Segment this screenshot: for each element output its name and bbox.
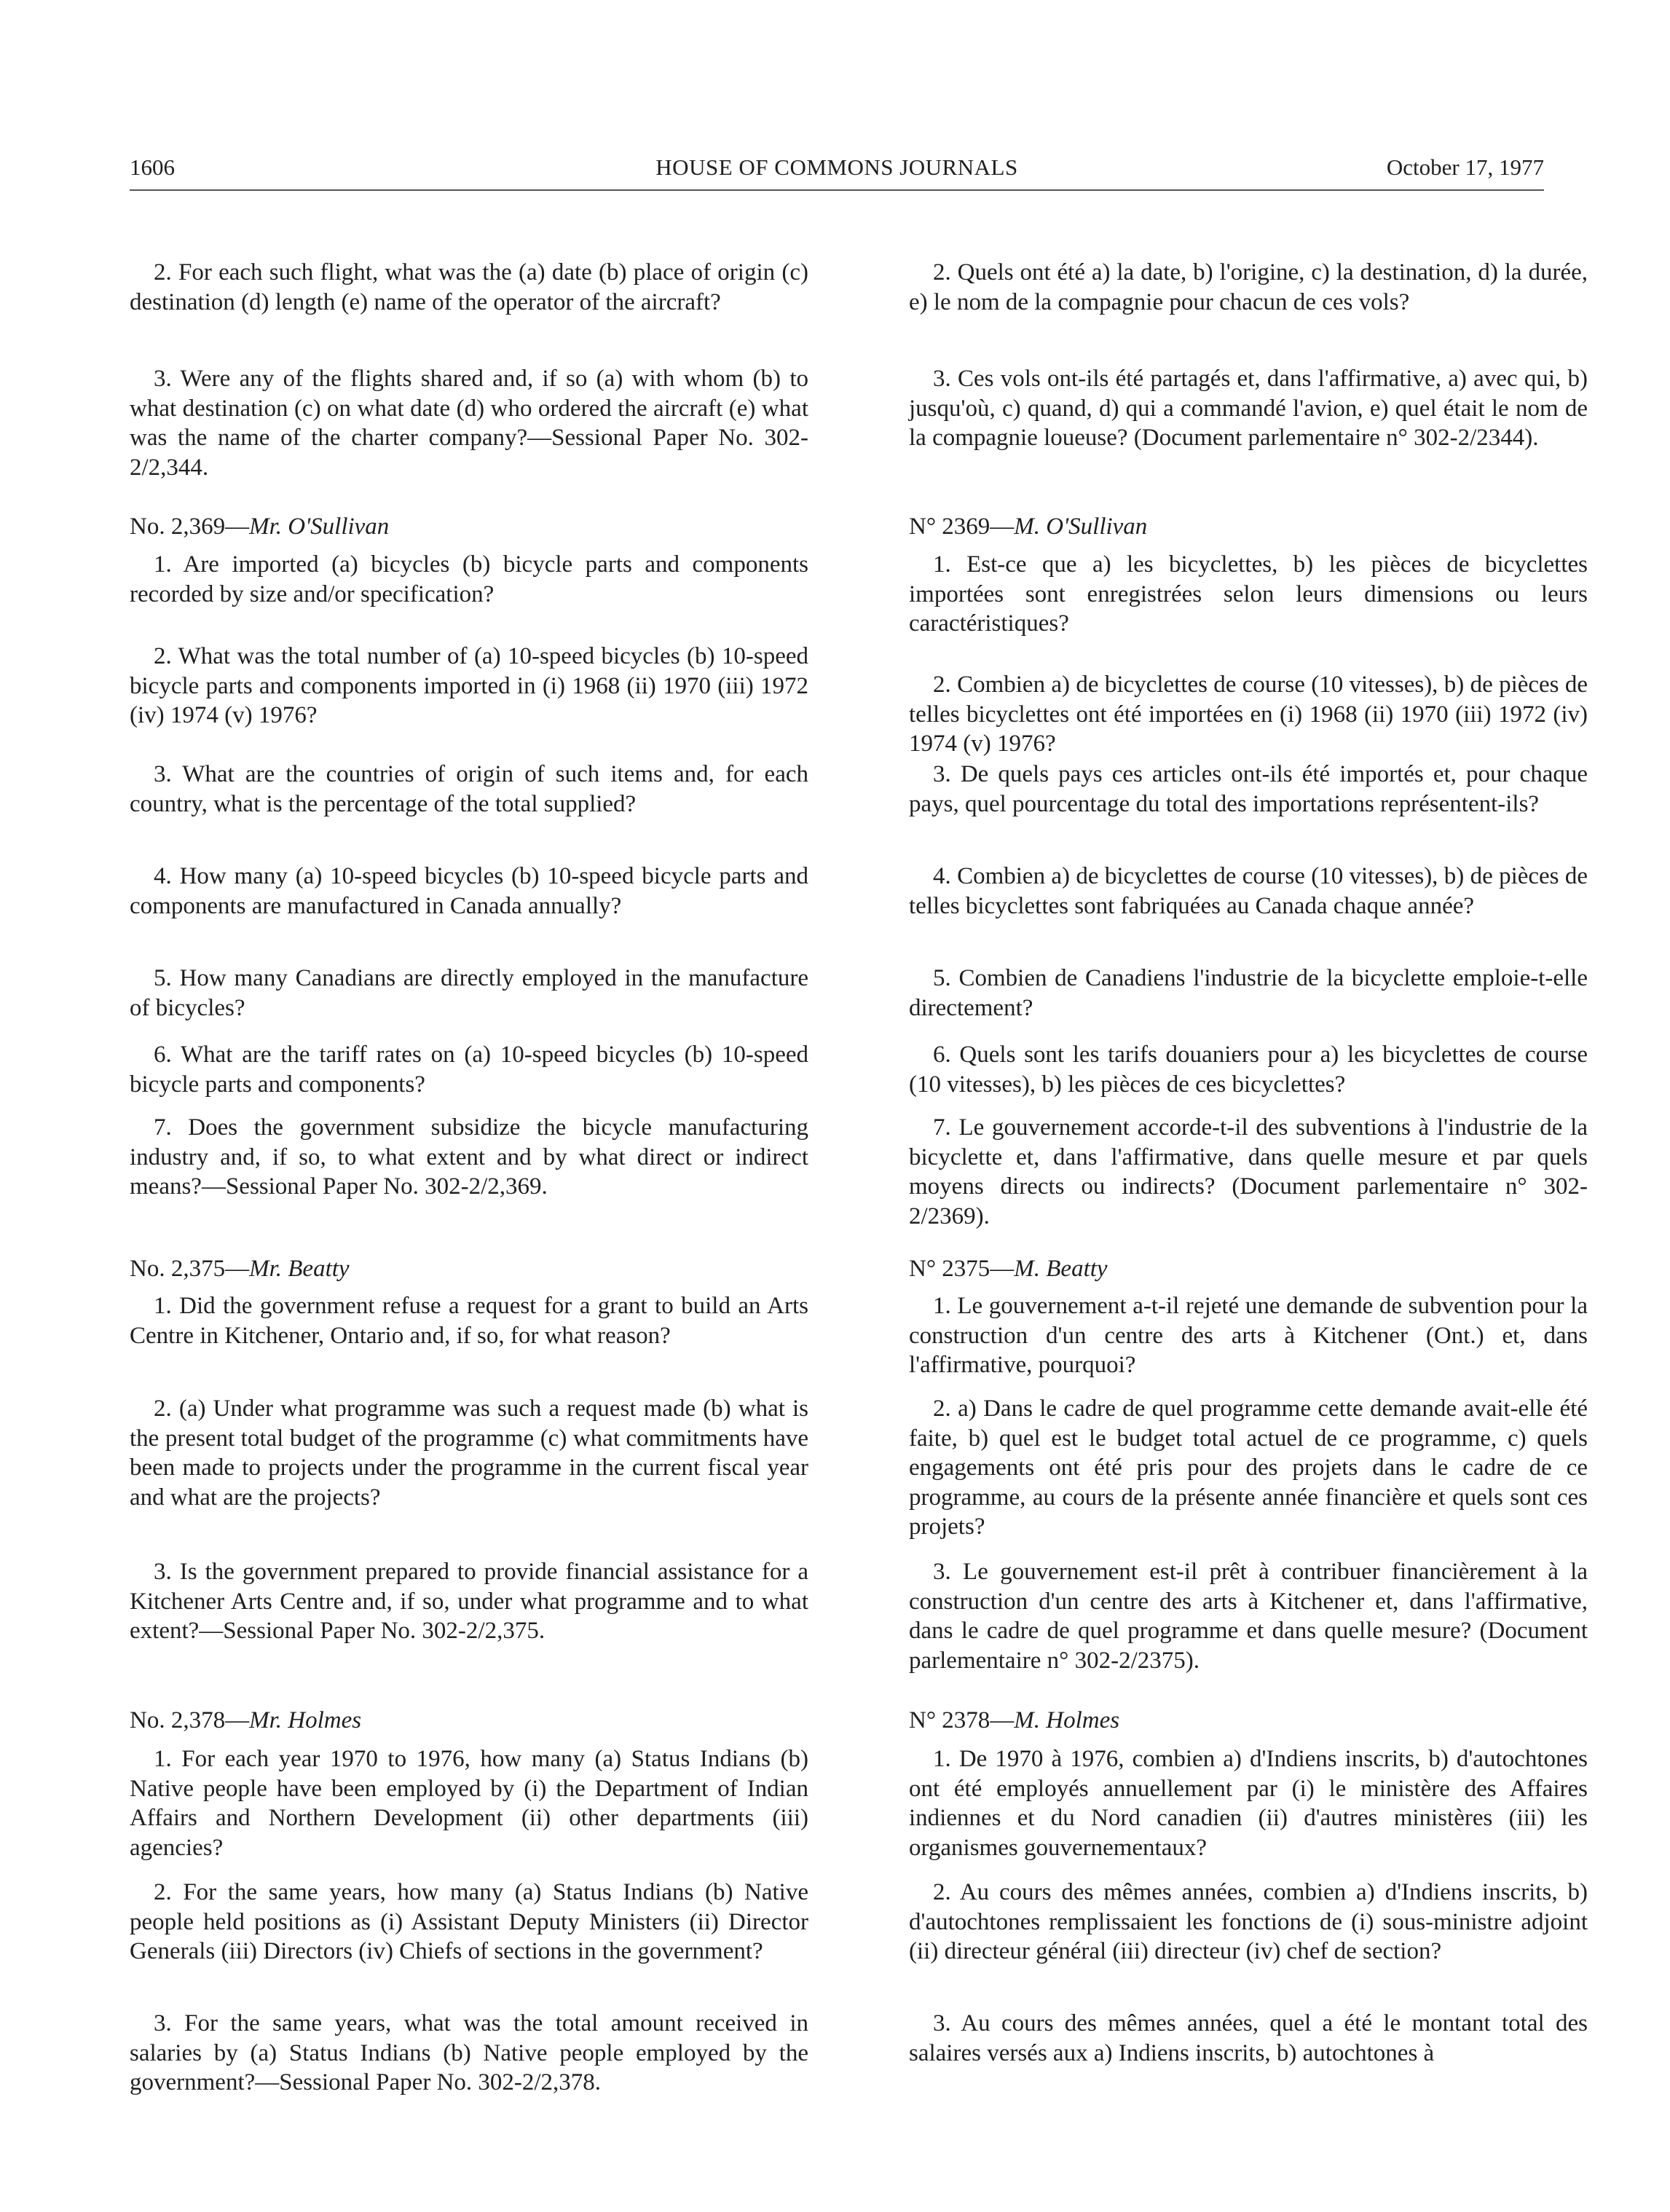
question-paragraph: 5. Combien de Canadiens l'industrie de la bicyclette emploie-t-elle directement? bbox=[909, 965, 1588, 1021]
question-paragraph: 2. (a) Under what programme was such a request made (b) what is the present total budget of the programme (c) what commitments have been made to projects under the programme in the current fiscal year and what are the projects? bbox=[130, 1396, 808, 1511]
question-paragraph: 3. Is the government prepared to provide financial assistance for a Kitchener Arts Centre and, if so, under what programme and to what extent?—Sessional Paper No. 302-2/2,375. bbox=[130, 1559, 808, 1644]
member-name: Mr. Holmes bbox=[249, 1707, 362, 1733]
question-number: No. 2,375— bbox=[130, 1256, 250, 1282]
question-heading bbox=[130, 1254, 808, 1284]
question-paragraph: 1. Did the government refuse a request for a grant to build an Arts Centre in Kitchener, Ontario and, if so, for what reason? bbox=[130, 1293, 808, 1349]
question-paragraph: 7. Le gouvernement accorde-t-il des subventions à l'industrie de la bicyclette et, dans l'affirmative, dans quelle mesure et par quels moyens directs ou indirects? (Document parlementaire n° 302-2/2369). bbox=[909, 1114, 1588, 1229]
question-paragraph: 2. Combien a) de bicyclettes de course (10 vitesses), b) de pièces de telles bicyclettes ont été importées en (i) 1968 (ii) 1970 (iii) 1972 (iv) 1974 (v) 1976? bbox=[909, 672, 1588, 757]
question-paragraph: 3. Le gouvernement est-il prêt à contribuer financièrement à la construction d'un centre des arts à Kitchener et, dans l'affirmative, dans le cadre de quel programme et dans quelle mesure? (Document parlementaire n° 302-2/2375). bbox=[909, 1559, 1588, 1674]
member-name: Mr. O'Sullivan bbox=[249, 513, 390, 540]
question-paragraph: 1. Le gouvernement a-t-il rejeté une demande de subvention pour la construction d'un centre des arts à Kitchener (Ont.) et, dans l'affirmative, pourquoi? bbox=[909, 1293, 1588, 1378]
question-heading bbox=[130, 1706, 808, 1736]
member-name: M. O'Sullivan bbox=[1014, 513, 1148, 540]
question-heading bbox=[909, 1254, 1588, 1284]
question-number: No. 2,369— bbox=[130, 513, 250, 540]
page-number: 1606 bbox=[130, 154, 175, 180]
member-name: M. Beatty bbox=[1014, 1256, 1108, 1282]
journal-title: HOUSE OF COMMONS JOURNALS bbox=[655, 154, 1018, 180]
question-number: N° 2375— bbox=[909, 1256, 1015, 1282]
question-number: N° 2369— bbox=[909, 513, 1015, 540]
member-name: Mr. Beatty bbox=[249, 1256, 350, 1282]
question-number: N° 2378— bbox=[909, 1707, 1015, 1733]
question-paragraph: 3. For the same years, what was the total amount received in salaries by (a) Status Indians (b) Native people employed by the government?—Sessional Paper No. 302-2/2,378. bbox=[130, 2010, 808, 2095]
question-paragraph: 3. Were any of the flights shared and, if so (a) with whom (b) to what destination (c) on what date (d) who ordered the aircraft (e) what was the name of the charter company?—Sessional Paper No. 302-2/2,344. bbox=[130, 366, 808, 481]
question-paragraph: 7. Does the government subsidize the bicycle manufacturing industry and, if so, to what extent and by what direct or indirect means?—Sessional Paper No. 302-2/2,369. bbox=[130, 1114, 808, 1200]
question-paragraph: 3. Ces vols ont-ils été partagés et, dans l'affirmative, a) avec qui, b) jusqu'où, c) quand, d) qui a commandé l'avion, e) quel était le nom de la compagnie loueuse? (Document parlementaire n° 302-2/2344). bbox=[909, 366, 1588, 451]
journal-date: October 17, 1977 bbox=[1386, 154, 1544, 180]
question-paragraph: 5. How many Canadians are directly employed in the manufacture of bicycles? bbox=[130, 965, 808, 1021]
question-paragraph: 6. Quels sont les tarifs douaniers pour a) les bicyclettes de course (10 vitesses), b) les pièces de ces bicyclettes? bbox=[909, 1042, 1588, 1098]
question-paragraph: 2. What was the total number of (a) 10-speed bicycles (b) 10-speed bicycle parts and components imported in (i) 1968 (ii) 1970 (iii) 1972 (iv) 1974 (v) 1976? bbox=[130, 643, 808, 728]
question-paragraph: 3. Au cours des mêmes années, quel a été le montant total des salaires versés aux a) Indiens inscrits, b) autochtones à bbox=[909, 2010, 1588, 2066]
question-paragraph: 2. a) Dans le cadre de quel programme cette demande avait-elle été faite, b) quel est le budget total actuel de ce programme, c) quels engagements ont été pris pour des projets dans le cadre de ce programme, au cours de la présente année financière et quels sont ces projets? bbox=[909, 1396, 1588, 1540]
page-header bbox=[130, 153, 1544, 191]
question-heading bbox=[909, 1706, 1588, 1736]
member-name: M. Holmes bbox=[1014, 1707, 1120, 1733]
question-paragraph: 1. Are imported (a) bicycles (b) bicycle parts and components recorded by size and/or specification? bbox=[130, 551, 808, 607]
question-heading bbox=[130, 512, 808, 542]
question-paragraph: 6. What are the tariff rates on (a) 10-speed bicycles (b) 10-speed bicycle parts and components? bbox=[130, 1042, 808, 1098]
question-paragraph: 1. Est-ce que a) les bicyclettes, b) les pièces de bicyclettes importées sont enregistrées selon leurs dimensions ou leurs caractéristiques? bbox=[909, 551, 1588, 637]
question-paragraph: 4. Combien a) de bicyclettes de course (10 vitesses), b) de pièces de telles bicyclettes sont fabriquées au Canada chaque année? bbox=[909, 863, 1588, 919]
question-paragraph: 2. For each such flight, what was the (a) date (b) place of origin (c) destination (d) length (e) name of the operator of the aircraft? bbox=[130, 259, 808, 315]
question-number: No. 2,378— bbox=[130, 1707, 250, 1733]
question-paragraph: 1. For each year 1970 to 1976, how many (a) Status Indians (b) Native people have been employed by (i) the Department of Indian Affairs and Northern Development (ii) other departments (iii) agencies? bbox=[130, 1746, 808, 1861]
question-paragraph: 4. How many (a) 10-speed bicycles (b) 10-speed bicycle parts and components are manufactured in Canada annually? bbox=[130, 863, 808, 919]
question-paragraph: 2. Quels ont été a) la date, b) l'origine, c) la destination, d) la durée, e) le nom de la compagnie pour chacun de ces vols? bbox=[909, 259, 1588, 315]
question-heading bbox=[909, 512, 1588, 542]
question-paragraph: 3. What are the countries of origin of such items and, for each country, what is the percentage of the total supplied? bbox=[130, 761, 808, 817]
question-paragraph: 2. For the same years, how many (a) Status Indians (b) Native people held positions as (i) Assistant Deputy Ministers (ii) Director Generals (iii) Directors (iv) Chiefs of sections in the government? bbox=[130, 1879, 808, 1964]
question-paragraph: 2. Au cours des mêmes années, combien a) d'Indiens inscrits, b) d'autochtones remplissaient les fonctions de (i) sous-ministre adjoint (ii) directeur général (iii) directeur (iv) chef de section? bbox=[909, 1879, 1588, 1964]
question-paragraph: 3. De quels pays ces articles ont-ils été importés et, pour chaque pays, quel pourcentage du total des importations représentent-ils? bbox=[909, 761, 1588, 817]
question-paragraph: 1. De 1970 à 1976, combien a) d'Indiens inscrits, b) d'autochtones ont été employés annuellement par (i) le ministère des Affaires indiennes et du Nord canadien (ii) d'autres ministères (iii) les organismes gouvernementaux? bbox=[909, 1746, 1588, 1861]
